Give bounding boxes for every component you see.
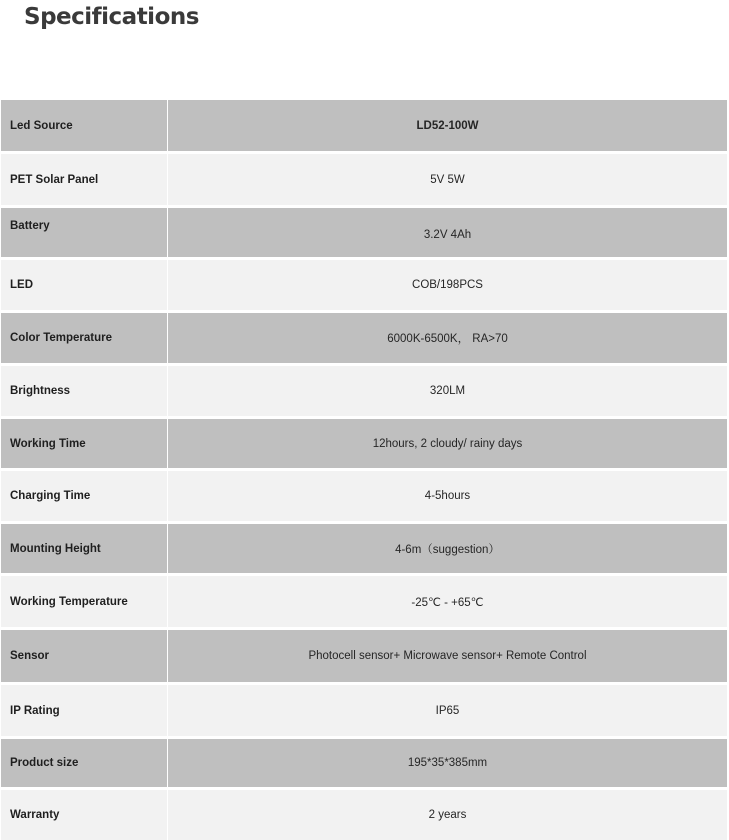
spec-label: Brightness <box>1 363 168 416</box>
spec-value: 6000K-6500K， RA>70 <box>168 310 727 363</box>
spec-label: Battery <box>1 205 168 257</box>
spec-label: Led Source <box>1 100 168 151</box>
spec-value: LD52-100W <box>168 100 727 151</box>
specifications-table <box>1 100 727 840</box>
spec-value: 3.2V 4Ah <box>168 205 727 257</box>
spec-value: -25℃ - +65℃ <box>168 573 727 627</box>
spec-value: 12hours, 2 cloudy/ rainy days <box>168 416 727 468</box>
spec-row-charging-time <box>1 468 727 521</box>
spec-row-led-source <box>1 100 727 151</box>
spec-row-brightness <box>1 363 727 416</box>
spec-value: 4-6m（suggestion） <box>168 521 727 573</box>
spec-value: Photocell sensor+ Microwave sensor+ Remote Control <box>168 627 727 682</box>
spec-row-product-size <box>1 736 727 787</box>
spec-row-sensor <box>1 627 727 682</box>
spec-value: 5V 5W <box>168 151 727 205</box>
page-title: Specifications <box>24 4 199 30</box>
spec-value: IP65 <box>168 682 727 736</box>
spec-row-battery <box>1 205 727 257</box>
spec-row-mounting-height <box>1 521 727 573</box>
spec-label: Working Temperature <box>1 573 168 627</box>
spec-label: Sensor <box>1 627 168 682</box>
spec-row-working-temperature <box>1 573 727 627</box>
spec-row-warranty <box>1 787 727 840</box>
spec-label: Color Temperature <box>1 310 168 363</box>
spec-row-working-time <box>1 416 727 468</box>
spec-value: 320LM <box>168 363 727 416</box>
spec-value: 4-5hours <box>168 468 727 521</box>
spec-row-led <box>1 257 727 310</box>
spec-label: PET Solar Panel <box>1 151 168 205</box>
spec-label: Working Time <box>1 416 168 468</box>
spec-label: LED <box>1 257 168 310</box>
spec-row-ip-rating <box>1 682 727 736</box>
spec-value: 2 years <box>168 787 727 840</box>
spec-label: IP Rating <box>1 682 168 736</box>
spec-label: Charging Time <box>1 468 168 521</box>
spec-row-color-temperature <box>1 310 727 363</box>
spec-row-solar-panel <box>1 151 727 205</box>
spec-label: Product size <box>1 736 168 787</box>
spec-value: 195*35*385mm <box>168 736 727 787</box>
spec-label: Mounting Height <box>1 521 168 573</box>
spec-value: COB/198PCS <box>168 257 727 310</box>
spec-label: Warranty <box>1 787 168 840</box>
